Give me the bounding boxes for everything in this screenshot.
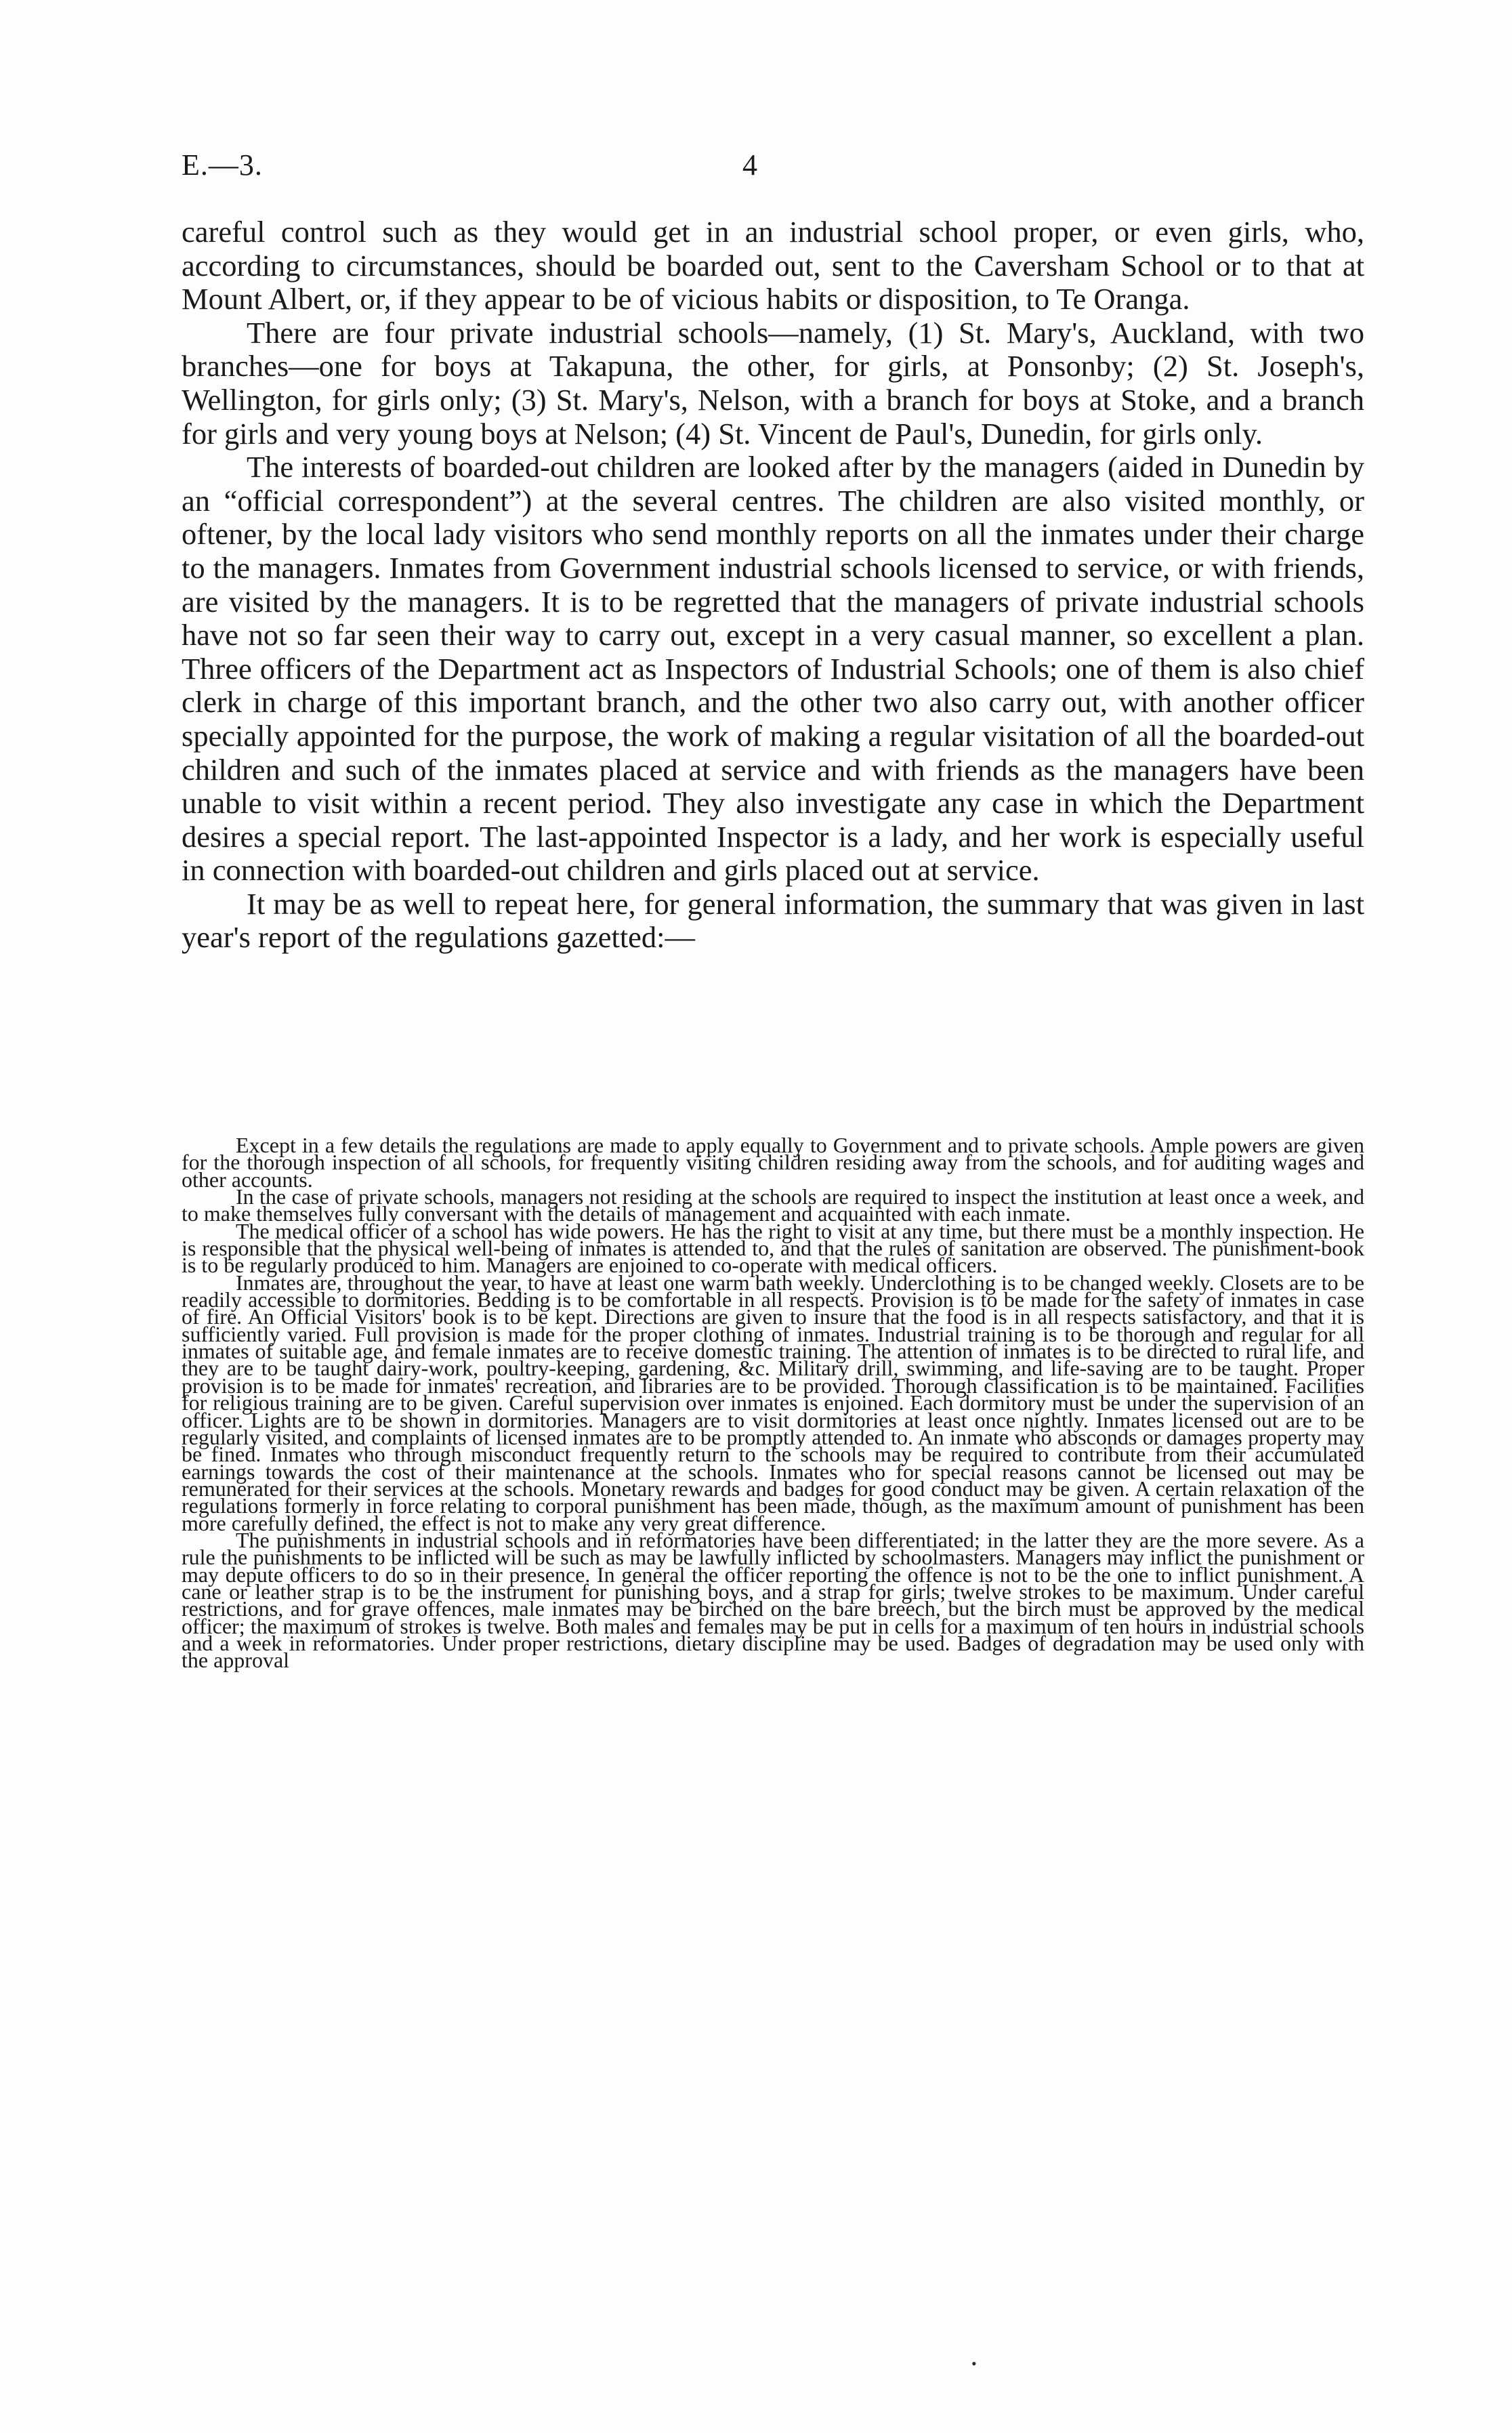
regulation-paragraph: In the case of private schools, managers not residing at the schools are required to inspect the institution at least once a week, and to make themselves fully conversant with the details of management and acquainted with each inmate. bbox=[182, 1184, 1364, 1226]
page-number: 4 bbox=[742, 148, 757, 182]
main-text bbox=[182, 215, 1364, 955]
body-paragraph: It may be as well to repeat here, for general information, the summary that was given in last year's report of the regulations gazetted:— bbox=[182, 886, 1364, 955]
regulation-paragraph: The punishments in industrial schools and in reformatories have been differentiated; in the latter they are the more severe. As a rule the punishments to be inflicted will be such as may be lawfully inflicted by schoolmasters. Managers may inflict the punishment or may depute officers to do so in their presence. In general the officer reporting the offence is not to be the one to inflict punishment. A cane or leather strap is to be the instrument for punishing boys, and a strap for girls; twelve strokes to be maximum. Under careful restrictions, and for grave offences, male inmates may be birched on the bare breech, but the birch must be approved by the medical officer; the maximum of strokes is twelve. Both males and females may be put in cells for a maximum of ten hours in industrial schools and a week in reformatories. Under proper restrictions, dietary discipline may be used. Badges of degradation may be used only with the approval bbox=[182, 1527, 1364, 1673]
regulation-paragraph: Except in a few details the regulations are made to apply equally to Government and to private schools. Ample powers are given for the thorough inspection of all schools, for frequently visiting children residing away from the schools, and for auditing wages and other accounts. bbox=[182, 1133, 1364, 1192]
body-paragraph: careful control such as they would get in an industrial school proper, or even girls, who, according to circumstances, should be boarded out, sent to the Caversham School or to that at Mount Albert, or, if they appear to be of vicious habits or disposition, to Te Oranga. bbox=[182, 215, 1364, 316]
body-paragraph: There are four private industrial schools—namely, (1) St. Mary's, Auckland, with two branches—one for boys at Takapuna, the other, for girls, at Ponsonby; (2) St. Joseph's, Wellington, for girls only; (3) St. Mary's, Nelson, with a branch for boys at Stoke, and a branch for girls and very young boys at Nelson; (4) St. Vincent de Paul's, Dunedin, for girls only. bbox=[182, 315, 1364, 451]
body-paragraph: The interests of boarded-out children are looked after by the managers (aided in Dunedin by an “official correspondent”) at the several centres. The children are also visited monthly, or oftener, by the local lady visitors who send monthly reports on all the inmates under their charge to the managers. Inmates from Government industrial schools licensed to service, or with friends, are visited by the managers. It is to be regretted that the managers of private industrial schools have not so far seen their way to carry out, except in a very casual manner, so excellent a plan. Three officers of the Department act as Inspectors of Industrial Schools; one of them is also chief clerk in charge of this important branch, and the other two also carry out, with another officer specially appointed for the purpose, the work of making a regular visitation of all the boarded-out children and such of the inmates placed at service and with friends as the managers have been unable to visit within a recent period. They also investigate any case in which the Department desires a special report. The last-appointed Inspector is a lady, and her work is especially useful in connection with boarded-out children and girls placed out at service. bbox=[182, 450, 1364, 888]
regulation-paragraph: Inmates are, throughout the year, to have at least one warm bath weekly. Underclothing is to be changed weekly. Closets are to be readily accessible to dormitories. Bedding is to be comfortable in all respects. Provision is to be made for the safety of inmates in case of fire. An Official Visitors' book is to be kept. Directions are given to insure that the food is in all respects satisfactory, and that it is sufficiently varied. Full provision is made for the proper clothing of inmates. Industrial training is to be thorough and regular for all inmates of suitable age, and female inmates are to receive domestic training. The attention of inmates is to be directed to rural life, and they are to be taught dairy-work, poultry-keeping, gardening, &c. Military drill, swimming, and life-saving are to be taught. Proper provision is to be made for inmates' recreation, and libraries are to be provided. Thorough classification is to be maintained. Facilities for religious training are to be given. Careful supervision over inmates is enjoined. Each dormitory must be under the supervision of an officer. Lights are to be shown in dormitories. Managers are to visit dormitories at least once nightly. Inmates licensed out are to be regularly visited, and complaints of licensed inmates are to be promptly attended to. An inmate who absconds or damages property may be fined. Inmates who through misconduct frequently return to the schools may be required to contribute from their accumulated earnings towards the cost of their maintenance at the schools. Inmates who for special reasons cannot be licensed out may be remunerated for their services at the schools. Monetary rewards and badges for good conduct may be given. A certain relaxation of the regulations formerly in force relating to corporal punishment has been made, though, as the maximum amount of punishment has been more carefully defined, the effect is not to make any very great difference. bbox=[182, 1270, 1364, 1535]
page-header bbox=[182, 148, 1367, 188]
footer-mark: • bbox=[971, 2355, 977, 2372]
document-reference: E.—3. bbox=[182, 148, 263, 182]
regulation-paragraph: The medical officer of a school has wide powers. He has the right to visit at any time, but there must be a monthly inspection. He is responsible that the physical well-being of inmates is attended to, and that the rules of sanitation are observed. The punishment-book is to be regularly produced to him. Managers are enjoined to co-operate with medical officers. bbox=[182, 1218, 1364, 1278]
regulations-summary bbox=[182, 1133, 1364, 1673]
